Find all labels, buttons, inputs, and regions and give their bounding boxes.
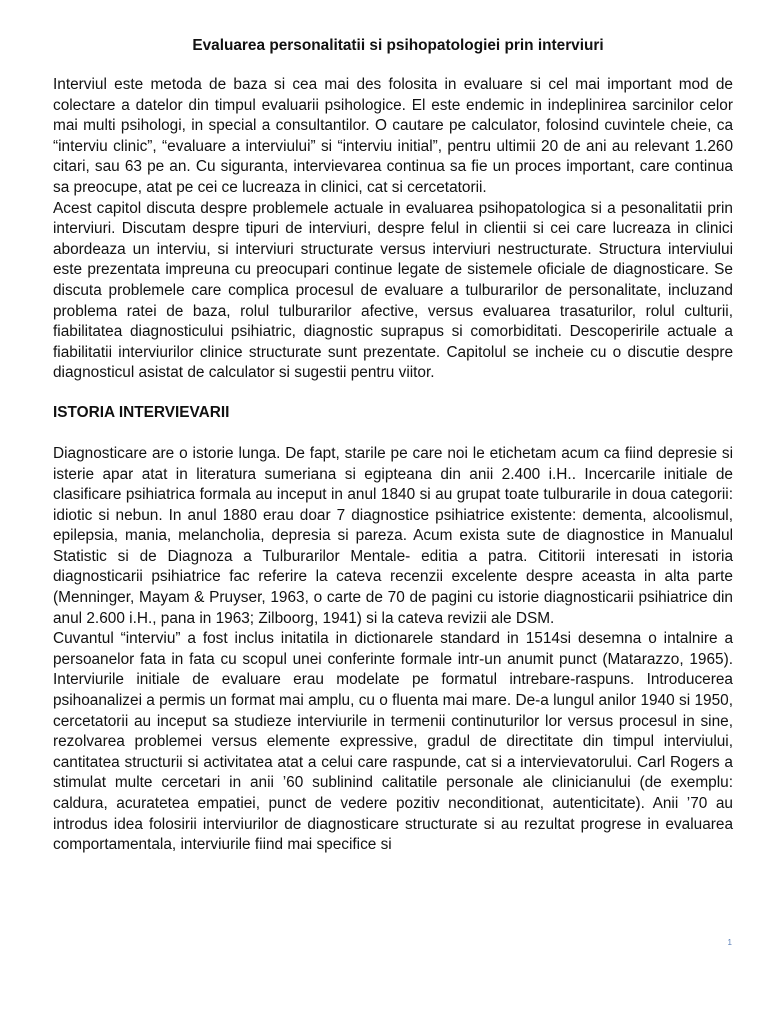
document-title: Evaluarea personalitatii si psihopatologiei prin interviuri xyxy=(192,37,604,54)
document-page xyxy=(53,36,733,856)
intro-paragraph-2: Acest capitol discuta despre problemele actuale in evaluarea psihopatologica si a pesonalitatii prin interviuri. Discutam despre tipuri de interviuri, despre felul in clientii si cei care lucreaza in clinici abordeaza un interviu, si interviuri structurate versus interviuri nestructurate. Structura interviului este prezentata impreuna cu preocupari continue legate de sistemele oficiale de diagnosticare. Se discuta problemele care complica procesul de evaluare a tulburarilor de personalitate, incluzand problema ratei de baza, rolul tulburarilor afective, versus evaluarea trasaturilor, rolul culturii, fiabilitatea diagnosticului psihiatric, diagnostic suprapus si comorbiditati. Descoperirile actuale a fiabilitatii interviurilor clinice structurate sunt prezentate. Capitolul se incheie cu o discutie despre diagnosticul asistat de calculator si sugestii pentru viitor. xyxy=(53,199,733,382)
page-number: 1 xyxy=(727,938,732,947)
section-paragraph-1: Diagnosticare are o istorie lunga. De fapt, starile pe care noi le etichetam acum ca fiind depresie si isterie apar atat in literatura sumeriana si egipteana din anii 2.400 i.H.. Incercarile initiale de clasificare psihiatrica formala au inceput in anul 1840 si au grupat toate tulburarile in doua categorii: idiotic si nebun. In anul 1880 erau doar 7 diagnostice psihiatrice existente: dementa, alcoolismul, epilepsia, mania, melancholia, depresia si pareza. Acum exista sute de diagnostice in Manualul Statistic si de Diagnoza a Tulburarilor Mentale- editia a patra. Cititorii interesati in istoria diagnosticarii psihiatrice fac referire la cateva recenzii excelente despre aceasta in alta parte (Menninger, Mayam & Pruyser, 1963, o carte de 70 de pagini cu istorie diagnosticarii psihiatrice din anul 2.600 i.H., pana in 1963; Zilboorg, 1941) si la cateva revizii ale DSM. xyxy=(53,444,733,627)
intro-paragraph-1: Interviul este metoda de baza si cea mai des folosita in evaluare si cel mai important mod de colectare a datelor din timpul evaluarii psihologice. El este endemic in indeplinirea sarcinilor celor mai multi psihologi, in special a consultantilor. O cautare pe calculator, folosind cuvintele cheie, ca “interviu clinic”, “evaluare a interviului” si “interviu initial”, pentru ultimii 20 de ani au relevant 1.260 citari, sau 63 pe an. Cu siguranta, intervievarea continua sa fie un proces important, care continua sa preocupe, atat pe cei ce lucreaza in clinici, cat si cercetatorii. xyxy=(53,76,733,196)
section-paragraph-2: Cuvantul “interviu” a fost inclus initatila in dictionarele standard in 1514si desemna o intalnire a persoanelor fata in fata cu scopul unei conferinte formale intr-un anumit punct (Matarazzo, 1965). Interviurile initiale de evaluare erau modelate pe formatul intrebare-raspuns. Introducerea psihoanalizei a permis un format mai amplu, cu o fluenta mai mare. De-a lungul anilor 1940 si 1950, cercetatorii au inceput sa studieze interviurile in termenii continuturilor lor versus procesul in sine, rezolvarea problemei versus elemente expressive, gradul de directitate din timpul interviului, cantitatea structurii si activitatea atat a celui care raspunde, cat si a intervievatorului. Carl Rogers a stimulat multe cercetari in anii ’60 sublinind calitatile personale ale clinicianului (de exemplu: caldura, acuratetea empatiei, punct de vedere pozitiv neconditionat, autenticitate). Anii ’70 au introdus idea folosirii interviurilor de diagnosticare structurate si au rezultat progrese in evaluarea comportamentala, interviurile fiind mai specifice si xyxy=(53,630,733,854)
section-heading: ISTORIA INTERVIEVARII xyxy=(53,403,230,421)
